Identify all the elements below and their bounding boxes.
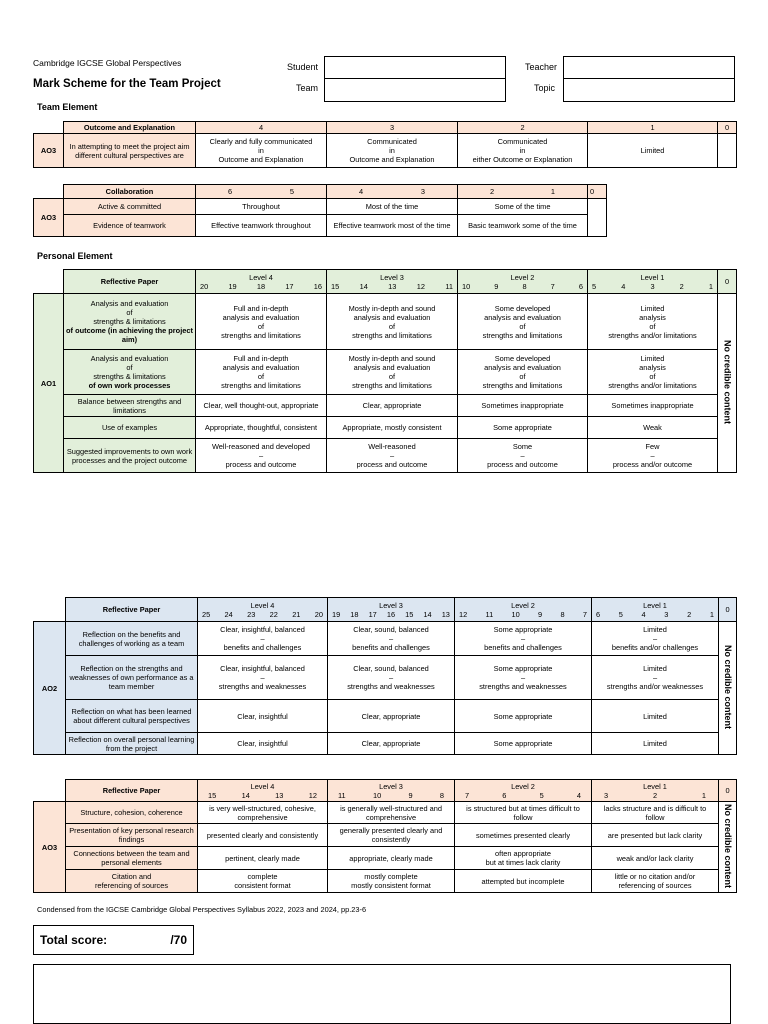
criterion: Evidence of teamwork (64, 215, 196, 237)
descriptor: Limited (592, 733, 719, 755)
descriptor: Some appropriate (458, 417, 588, 439)
descriptor: Effective teamwork most of the time (327, 215, 458, 237)
criterion: Reflection on the strengths and weaknesses of own performance as a team member (66, 656, 198, 700)
topic-label: Topic (534, 83, 556, 93)
descriptor (718, 134, 737, 168)
descriptor: Limited – strengths and/or weaknesses (592, 656, 719, 700)
descriptor: Sometimes inappropriate (588, 395, 718, 417)
descriptor: Full and in-depth analysis and evaluation of strengths and limitations (196, 350, 327, 395)
no-credible-content: No credible content (718, 294, 737, 473)
descriptor: Well-reasoned and developed – process and outcome (196, 439, 327, 473)
ao1-table (33, 269, 737, 473)
criterion: Presentation of key personal research findings (66, 824, 198, 847)
descriptor: Communicated in Outcome and Explanation (327, 134, 458, 168)
descriptor: are presented but lack clarity (592, 824, 719, 847)
collab-col: 4 3 (327, 185, 458, 199)
descriptor: Clearly and fully communicated in Outcome and Explanation (196, 134, 327, 168)
descriptor: appropriate, clearly made (328, 847, 455, 870)
team-label: Team (296, 83, 319, 93)
descriptor: Limited (592, 700, 719, 733)
collab-header: Collaboration (64, 185, 196, 199)
descriptor: Few – process and/or outcome (588, 439, 718, 473)
descriptor: Clear, insightful (198, 733, 328, 755)
criterion: Reflection on what has been learned about different cultural perspectives (66, 700, 198, 733)
outcome-table (33, 121, 737, 168)
personal-element-heading: Personal Element (37, 251, 113, 261)
criterion: Use of examples (64, 417, 196, 439)
level-4-header: Level 4 25 24 23 22 21 20 (198, 598, 328, 622)
descriptor (588, 199, 607, 237)
level-0-header: 0 (718, 270, 737, 294)
collab-col: 2 1 (458, 185, 588, 199)
criterion: Analysis and evaluation of strengths & limitations of outcome (in achieving the project aim) (64, 294, 196, 350)
descriptor: complete consistent format (198, 870, 328, 893)
team-field[interactable] (324, 78, 506, 102)
total-score-value: /70 (170, 933, 187, 947)
descriptor: often appropriate but at times lack clarity (455, 847, 592, 870)
descriptor: Communicated in either Outcome or Explanation (458, 134, 588, 168)
criterion: Reflection on overall personal learning from the project (66, 733, 198, 755)
criterion: Citation and referencing of sources (66, 870, 198, 893)
descriptor: is very well-structured, cohesive, comprehensive (198, 802, 328, 824)
descriptor: Clear, sound, balanced – strengths and weaknesses (328, 656, 455, 700)
level-1-header: Level 1 3 2 1 (592, 780, 719, 802)
descriptor: Clear, appropriate (327, 395, 458, 417)
table-header: Reflective Paper (66, 598, 198, 622)
course-name: Cambridge IGCSE Global Perspectives (33, 58, 182, 68)
descriptor: Mostly in-depth and sound analysis and evaluation of strengths and limitations (327, 350, 458, 395)
descriptor: Appropriate, thoughtful, consistent (196, 417, 327, 439)
criterion: Suggested improvements to own work processes and the project outcome (64, 439, 196, 473)
level-0-header: 0 (719, 780, 737, 802)
level-2-header: Level 2 12 11 10 9 8 7 (455, 598, 592, 622)
descriptor: generally presented clearly and consistently (328, 824, 455, 847)
descriptor: Clear, appropriate (328, 700, 455, 733)
page-title: Mark Scheme for the Team Project (33, 78, 221, 90)
outcome-col-3: 3 (327, 122, 458, 134)
descriptor: pertinent, clearly made (198, 847, 328, 870)
student-field[interactable] (324, 56, 506, 79)
outcome-col-2: 2 (458, 122, 588, 134)
descriptor: Clear, appropriate (328, 733, 455, 755)
descriptor: Most of the time (327, 199, 458, 215)
total-score-label: Total score: (40, 933, 108, 947)
level-2-header: Level 2 7 6 5 4 (455, 780, 592, 802)
level-4-header: Level 4 20 19 18 17 16 (196, 270, 327, 294)
level-1-header: Level 1 5 4 3 2 1 (588, 270, 718, 294)
team-element-heading: Team Element (37, 102, 98, 112)
no-credible-content: No credible content (719, 622, 737, 755)
ao3-table (33, 779, 737, 893)
criterion: Connections between the team and personal elements (66, 847, 198, 870)
descriptor: sometimes presented clearly (455, 824, 592, 847)
collab-col: 6 5 (196, 185, 327, 199)
ao-label: AO1 (34, 294, 64, 473)
teacher-label: Teacher (525, 62, 558, 72)
criterion: Balance between strengths and limitations (64, 395, 196, 417)
descriptor: Clear, insightful, balanced – strengths and weaknesses (198, 656, 328, 700)
teacher-field[interactable] (563, 56, 735, 79)
outcome-col-4: 4 (196, 122, 327, 134)
descriptor: Some appropriate – strengths and weaknesses (455, 656, 592, 700)
level-3-header: Level 3 19 18 17 16 15 14 13 (328, 598, 455, 622)
level-1-header: Level 1 6 5 4 3 2 1 (592, 598, 719, 622)
level-2-header: Level 2 10 9 8 7 6 (458, 270, 588, 294)
source-note: Condensed from the IGCSE Cambridge Global Perspectives Syllabus 2022, 2023 and 2024, pp.23-6 (37, 905, 367, 914)
level-4-header: Level 4 15 14 13 12 (198, 780, 328, 802)
topic-field[interactable] (563, 78, 735, 102)
criterion: Reflection on the benefits and challenges of working as a team (66, 622, 198, 656)
descriptor: Appropriate, mostly consistent (327, 417, 458, 439)
descriptor: Some developed analysis and evaluation of strengths and limitations (458, 350, 588, 395)
descriptor: Clear, insightful (198, 700, 328, 733)
criterion: In attempting to meet the project aim different cultural perspectives are (64, 134, 196, 168)
descriptor: little or no citation and/or referencing of sources (592, 870, 719, 893)
descriptor: is structured but at times difficult to follow (455, 802, 592, 824)
descriptor: Some – process and outcome (458, 439, 588, 473)
ao-label: AO3 (34, 134, 64, 168)
descriptor: Limited analysis of strengths and/or limitations (588, 350, 718, 395)
descriptor: Weak (588, 417, 718, 439)
outcome-col-0: 0 (718, 122, 737, 134)
descriptor: Mostly in-depth and sound analysis and evaluation of strengths and limitations (327, 294, 458, 350)
descriptor: Sometimes inappropriate (458, 395, 588, 417)
level-0-header: 0 (719, 598, 737, 622)
descriptor: Limited analysis of strengths and/or limitations (588, 294, 718, 350)
descriptor: Limited (588, 134, 718, 168)
descriptor: Throughout (196, 199, 327, 215)
total-score-box[interactable] (33, 925, 194, 955)
descriptor: Clear, insightful, balanced – benefits and challenges (198, 622, 328, 656)
table-header: Reflective Paper (64, 270, 196, 294)
descriptor: Clear, well thought-out, appropriate (196, 395, 327, 417)
descriptor: lacks structure and is difficult to follow (592, 802, 719, 824)
descriptor: Effective teamwork throughout (196, 215, 327, 237)
level-3-header: Level 3 11 10 9 8 (328, 780, 455, 802)
ao-label: AO3 (34, 802, 66, 893)
level-3-header: Level 3 15 14 13 12 11 (327, 270, 458, 294)
collab-col: 0 (588, 185, 607, 199)
descriptor: mostly complete mostly consistent format (328, 870, 455, 893)
descriptor: presented clearly and consistently (198, 824, 328, 847)
comments-box[interactable] (33, 964, 731, 1024)
descriptor: Well-reasoned – process and outcome (327, 439, 458, 473)
ao-label: AO3 (34, 199, 64, 237)
descriptor: attempted but incomplete (455, 870, 592, 893)
collaboration-table (33, 184, 607, 237)
descriptor: Basic teamwork some of the time (458, 215, 588, 237)
descriptor: Some appropriate – benefits and challenges (455, 622, 592, 656)
descriptor: Some developed analysis and evaluation of strengths and limitations (458, 294, 588, 350)
table-header: Reflective Paper (66, 780, 198, 802)
descriptor: is generally well-structured and comprehensive (328, 802, 455, 824)
descriptor: Some of the time (458, 199, 588, 215)
no-credible-content: No credible content (719, 802, 737, 893)
descriptor: Clear, sound, balanced – benefits and challenges (328, 622, 455, 656)
ao-label: AO2 (34, 622, 66, 755)
outcome-header: Outcome and Explanation (64, 122, 196, 134)
criterion: Analysis and evaluation of strengths & limitations of own work processes (64, 350, 196, 395)
student-label: Student (287, 62, 319, 72)
descriptor: Some appropriate (455, 700, 592, 733)
descriptor: Full and in-depth analysis and evaluation of strengths and limitations (196, 294, 327, 350)
descriptor: Limited – benefits and/or challenges (592, 622, 719, 656)
descriptor: Some appropriate (455, 733, 592, 755)
descriptor: weak and/or lack clarity (592, 847, 719, 870)
criterion: Active & committed (64, 199, 196, 215)
outcome-col-1: 1 (588, 122, 718, 134)
criterion: Structure, cohesion, coherence (66, 802, 198, 824)
ao2-table (33, 597, 737, 755)
